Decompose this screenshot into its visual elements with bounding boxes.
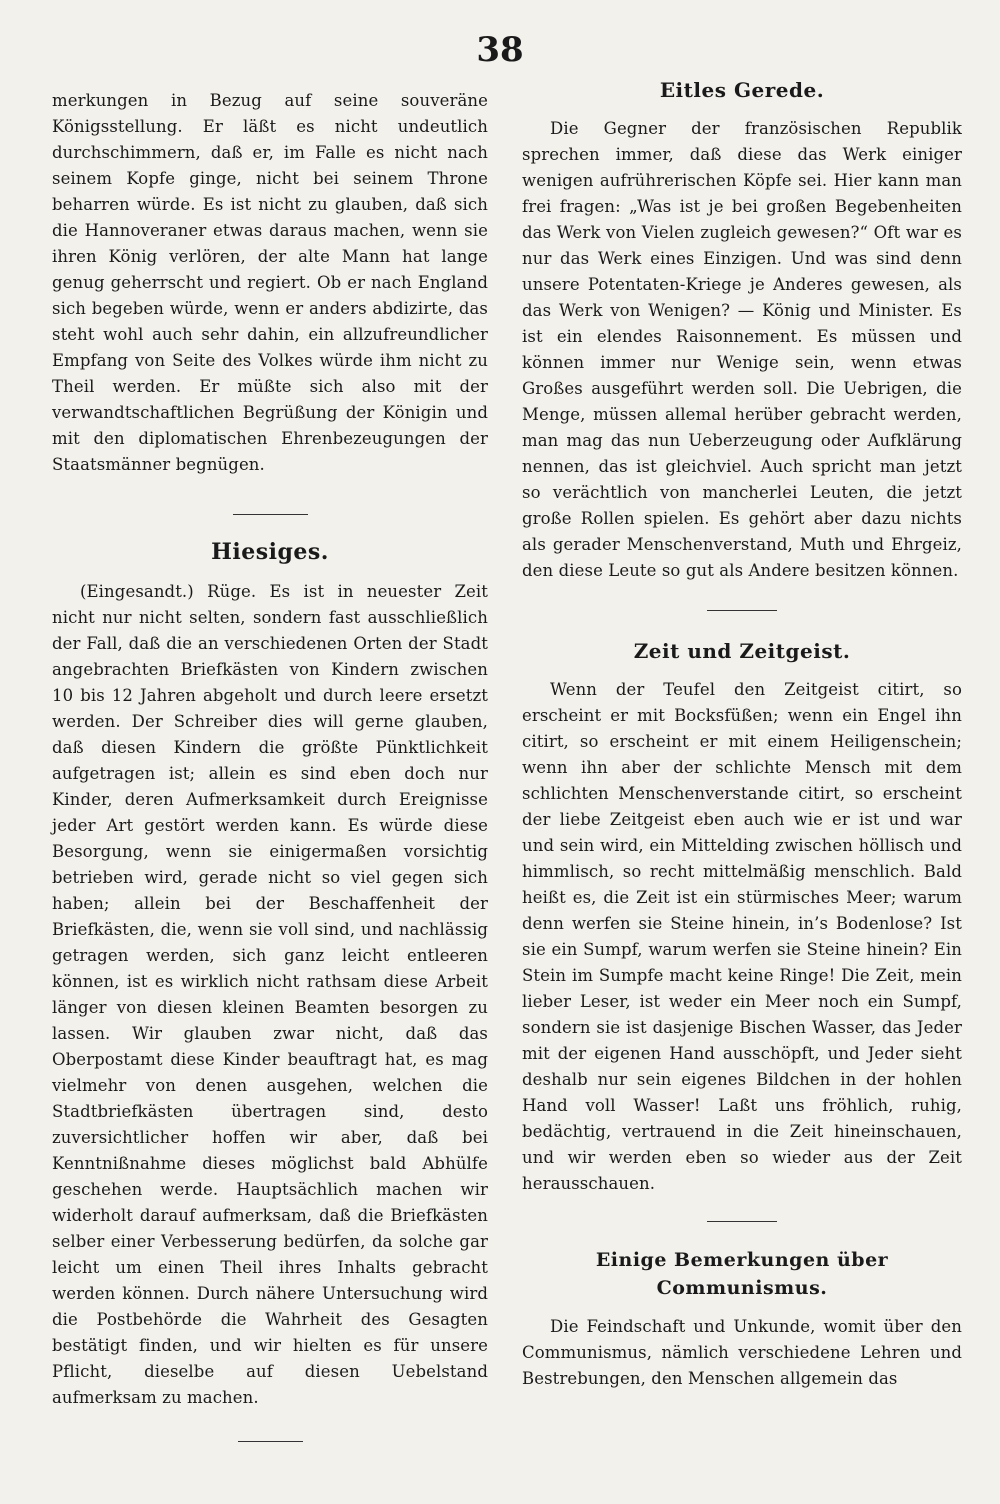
section-title-communismus: Einige Bemerkungen über Communismus. <box>595 1249 889 1299</box>
section-title-zeit-und-zeitgeist: Zeit und Zeitgeist. <box>633 639 851 663</box>
section-title-hiesiges: Hiesiges. <box>211 539 329 565</box>
right-column <box>522 78 962 1392</box>
eitles-gerede-article-text: Die Gegner der französischen Republik sprechen immer, daß diese das Werk einiger wenigen aufrührerischen Köpfe sei. Hier kann man frei fragen: „Was ist je bei großen Begebenheiten das Werk von Vielen zugleich gewesen?“ Oft war es nur das Werk eines Einzigen. Und was sind denn unsere Potentaten-Kriege je Anderes gewesen, als das Werk von Wenigen? — König und Minister. Es ist ein elendes Raisonnement. Es müssen und können immer nur Wenige sein, wenn etwas Großes ausgeführt werden soll. Die Uebrigen, die Menge, müssen allemal herüber gebracht werden, man mag das nun Ueberzeugung oder Aufklärung nennen, das ist gleichviel. Auch spricht man jetzt so verächtlich von mancherlei Leuten, die jetzt große Rollen spielen. Es gehört aber dazu nichts als gerader Menschenverstand, Muth und Ehrgeiz, den diese Leute so gut als Andere besitzen können. <box>522 119 962 580</box>
section-divider <box>238 1441 303 1442</box>
hiesiges-article-text: (Eingesandt.) Rüge. Es ist in neuester Zeit nicht nur nicht selten, sondern fast ausschließlich der Fall, daß die an verschiedenen Orten der Stadt angebrachten Briefkästen von Kindern zwischen 10 bis 12 Jahren abgeholt und durch leere ersetzt werden. Der Schreiber dies will gerne glauben, daß diesen Kindern die größte Pünktlichkeit aufgetragen ist; allein es sind eben doch nur Kinder, deren Aufmerksamkeit durch Ereignisse jeder Art gestört werden kann. Es würde diese Besorgung, wenn sie einigermaßen vorsichtig betrieben wird, gerade nicht so viel gegen sich haben; allein bei der Beschaffenheit der Briefkästen, die, wenn sie voll sind, und nachlässig getragen werden, sich ganz leicht entleeren können, ist es wirklich nicht rathsam diese Arbeit länger von diesen kleinen Beamten besorgen zu lassen. Wir glauben zwar nicht, daß das Oberpostamt diese Kinder beauftragt hat, es mag vielmehr von denen ausgehen, welchen die Stadtbriefkästen übertragen sind, desto zuversichtlicher hoffen wir aber, daß bei Kenntnißnahme dieses möglichst bald Abhülfe geschehen werde. Hauptsächlich machen wir widerholt darauf aufmerksam, daß die Briefkästen selber einer Verbesserung bedürfen, da solche gar leicht um einen Theil ihres Inhalts gebracht werden können. Durch nähere Untersuchung wird die Postbehörde die Wahrheit des Gesagten bestätigt finden, und wir hielten es für unsere Pflicht, dieselbe auf diesen Uebelstand aufmerksam zu machen. <box>52 582 488 1407</box>
continued-article-text: merkungen in Bezug auf seine souveräne Königsstellung. Er läßt es nicht undeutlich durchschimmern, daß er, im Falle es nicht nach seinem Kopfe ginge, nicht bei seinem Throne beharren würde. Es ist nicht zu glauben, daß sich die Hannoveraner etwas daraus machen, wenn sie ihren König verlören, der alte Mann hat lange genug geherrscht und regiert. Ob er nach England sich begeben würde, wenn er anders abdizirte, das steht wohl auch sehr dahin, ein allzufreundlicher Empfang von Seite des Volkes würde ihm nicht zu Theil werden. Er müßte sich also mit der verwandtschaftlichen Begrüßung der Königin und mit den diplomatischen Ehrenbezeugungen der Staatsmänner begnügen. <box>52 91 488 474</box>
zeit-und-zeitgeist-article-text: Wenn der Teufel den Zeitgeist citirt, so erscheint er mit Bocksfüßen; wenn ein Engel ihn citirt, so erscheint er mit einem Heiligenschein; wenn ihn aber der schlichte Mensch mit dem schlichten Menschenverstande citirt, so erscheint der liebe Zeitgeist eben auch wie er ist und war und sein wird, ein Mittelding zwischen höllisch und himmlisch, so recht mittelmäßig menschlich. Bald heißt es, die Zeit ist ein stürmisches Meer; warum denn werfen sie Steine hinein, in’s Bodenlose? Ist sie ein Sumpf, warum werfen sie Steine hinein? Ein Stein im Sumpfe macht keine Ringe! Die Zeit, mein lieber Leser, ist weder ein Meer noch ein Sumpf, sondern sie ist dasjenige Bischen Wasser, das Jeder mit der eigenen Hand ausschöpft, und Jeder sieht deshalb nur sein eigenes Bildchen in der hohlen Hand voll Wasser! Laßt uns fröhlich, ruhig, bedächtig, vertrauend in die Zeit hineinschauen, und wir werden eben so wieder aus der Zeit herausschauen. <box>522 680 962 1193</box>
communismus-article-text: Die Feindschaft und Unkunde, womit über den Communismus, nämlich verschiedene Lehren und Bestrebungen, den Menschen allgemein das <box>522 1317 962 1388</box>
page-number: 38 <box>476 30 524 70</box>
left-column <box>52 88 488 1442</box>
section-title-eitles-gerede: Eitles Gerede. <box>659 78 825 102</box>
